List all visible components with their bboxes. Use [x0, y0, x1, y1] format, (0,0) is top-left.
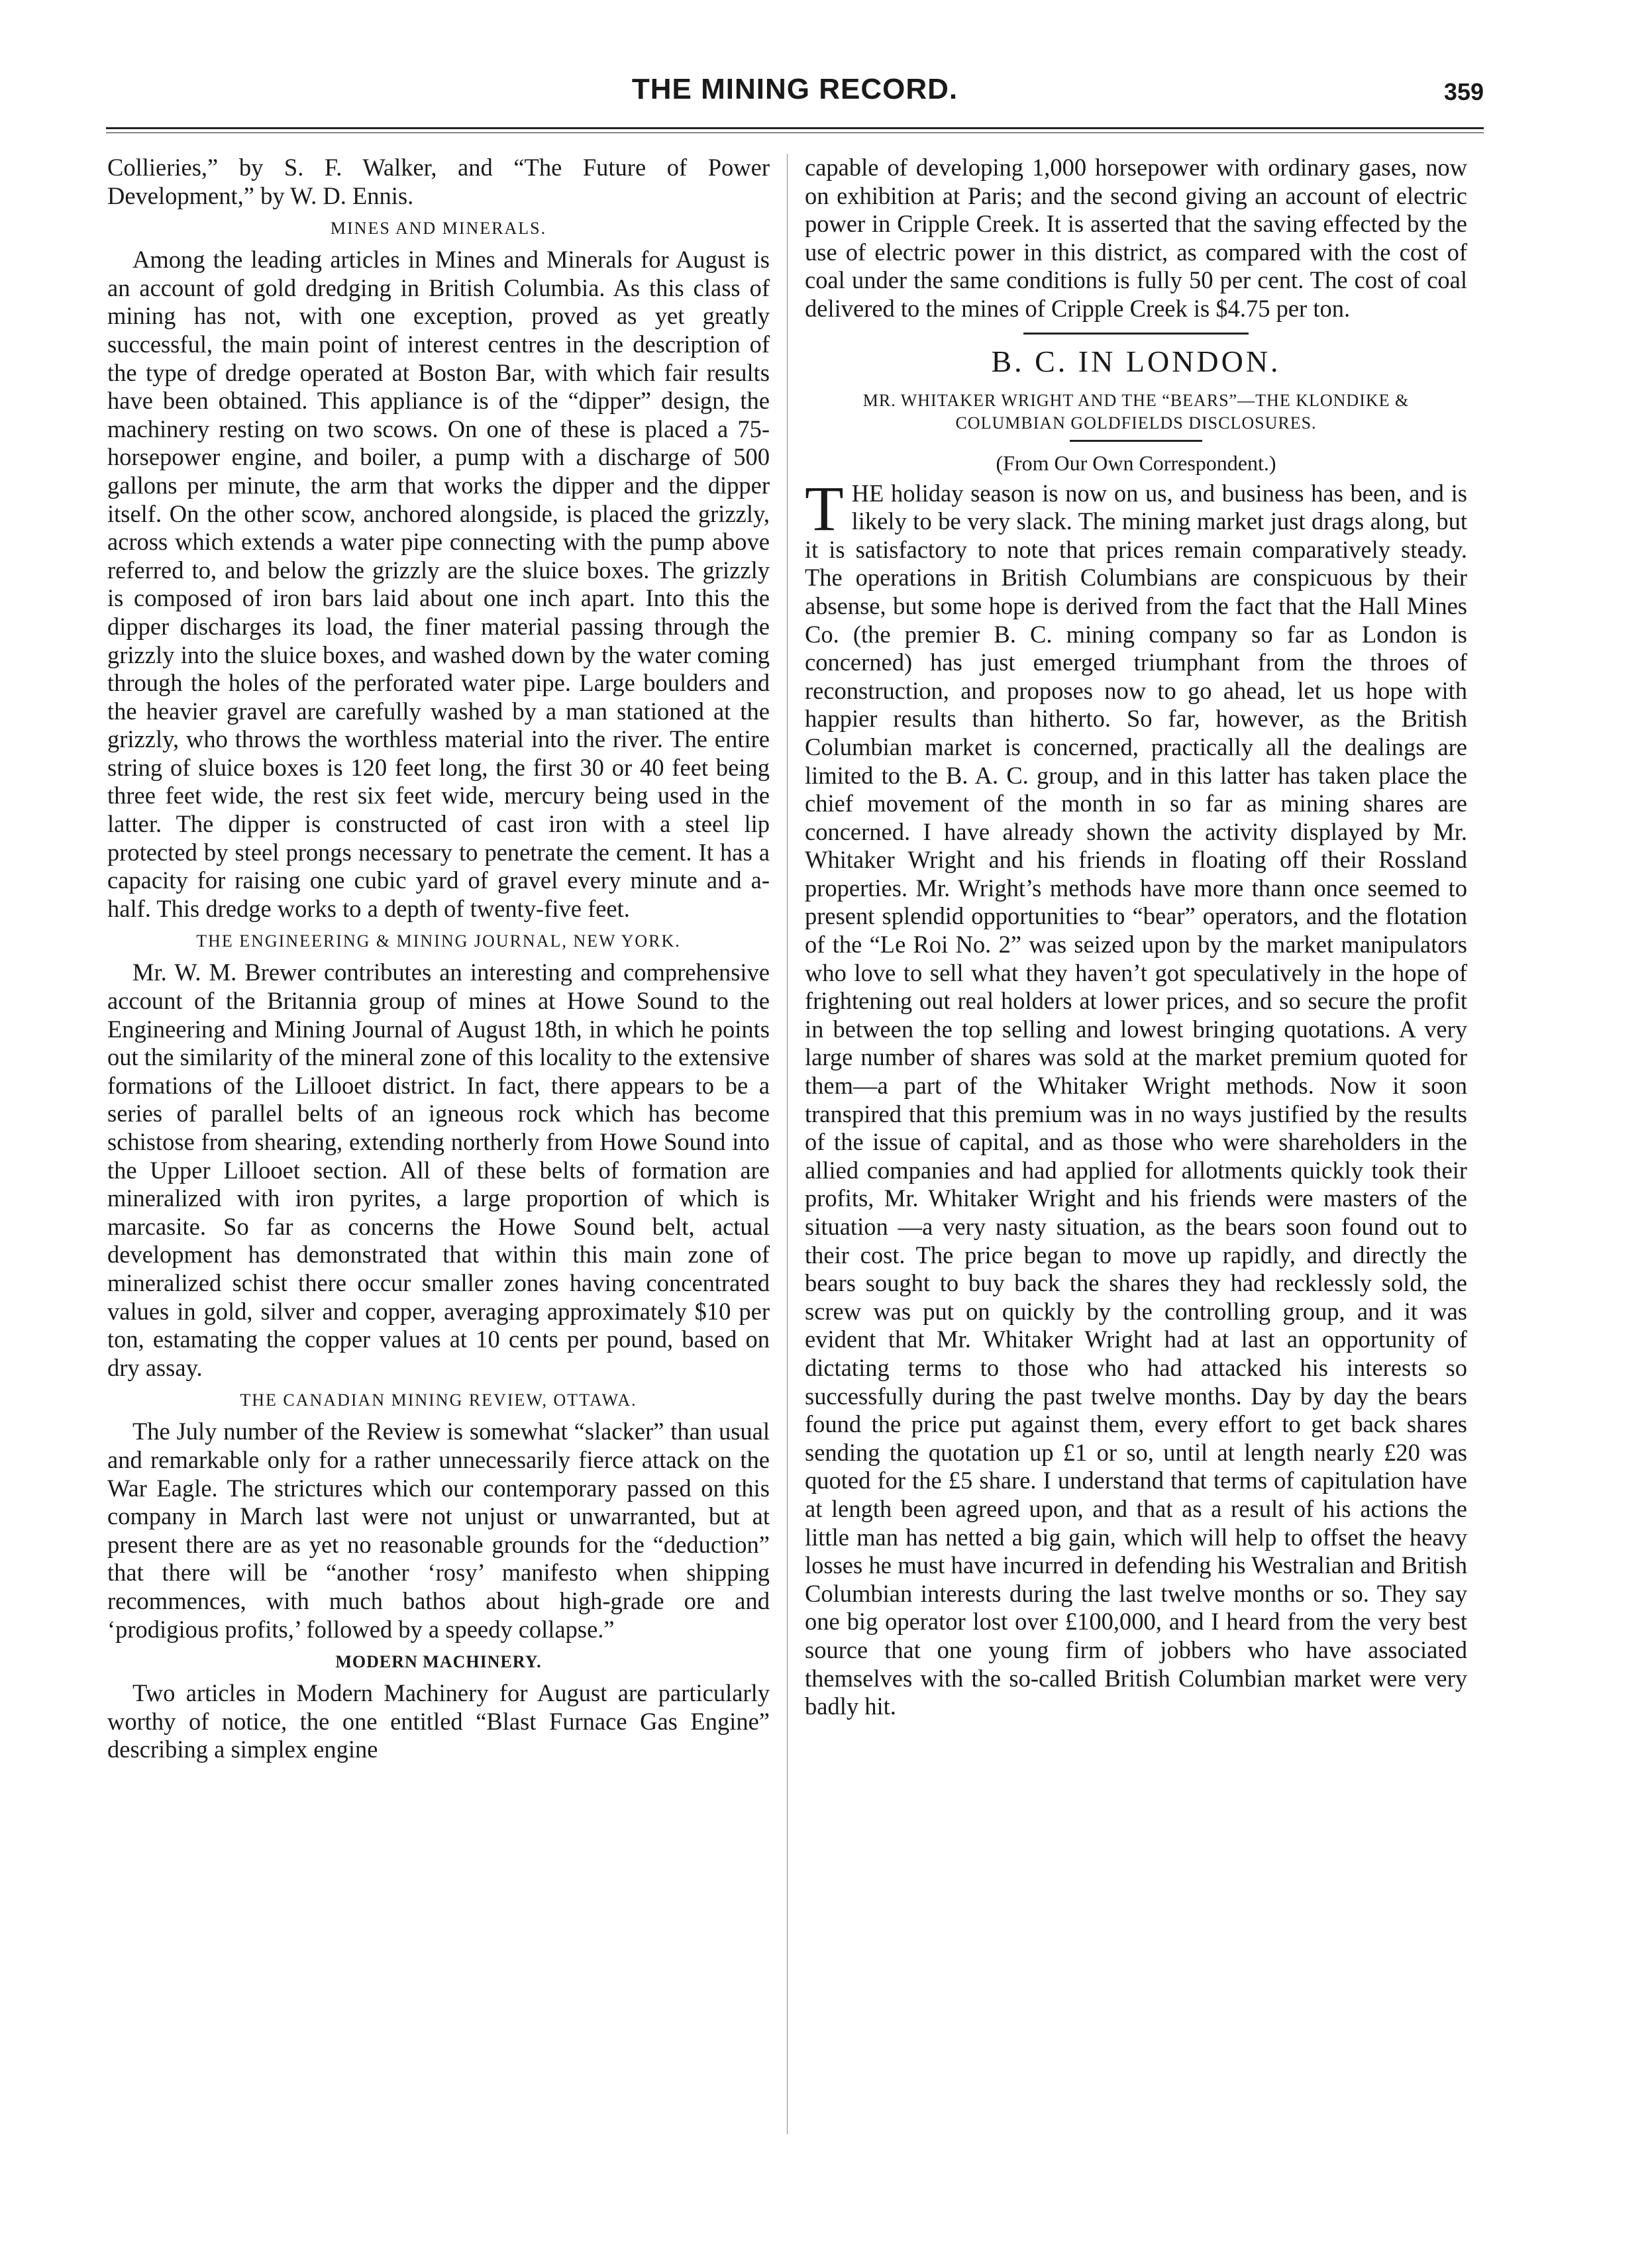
- right-column: [805, 154, 1467, 1721]
- masthead: [106, 66, 1484, 126]
- section-heading-canadian-mining-review: THE CANADIAN MINING REVIEW, OTTAWA.: [240, 1390, 637, 1410]
- section-heading-modern-machinery: MODERN MACHINERY.: [335, 1652, 542, 1672]
- article-divider-rule: [1023, 333, 1249, 335]
- paragraph-gold-dredging: Among the leading articles in Mines and Minerals for August is an account of gold dredging in British Columbia. As this class of mining has not, with one exception, proved as yet greatly successful, the main point of interest centres in the description of the type of dredge operated at Boston Bar, with which fair results have been obtained. This appliance is of the “dipper” design, the machinery resting on two scows. On one of these is placed a 75-horsepower engine, and boiler, a pump with a discharge of 500 gallons per minute, the arm that works the dipper and the dipper itself. On the other scow, anchored alongside, is placed the grizzly, across which extends a water pipe connecting with the pump above referred to, and below the grizzly are the sluice boxes. The grizzly is composed of iron bars laid about one inch apart. Into this the dipper discharges its load, the finer material passing through the grizzly into the sluice boxes, and washed down by the water coming through the holes of the perforated water pipe. Large boulders and the heavier gravel are carefully washed by a man stationed at the grizzly, who throws the worthless material into the river. The entire string of sluice boxes is 120 feet long, the first 30 or 40 feet being three feet wide, the rest six feet wide, mercury being used in the latter. The dipper is constructed of cast iron with a steel lip protected by steel prongs necessary to penetrate the cement. It has a capacity for raising one cubic yard of gravel every minute and a-half. This dredge works to a depth of twenty-five feet.: [107, 246, 770, 922]
- left-column: [107, 154, 770, 1764]
- paragraph-july-review: The July number of the Review is somewhat “slacker” than usual and remarkable only for a rather unnecessarily fierce attack on the War Eagle. The strictures which our contemporary passed on this company in March last were not unjust or unwarranted, but at present there are as yet no reasonable grounds for the “deduction” that there will be “another ‘rosy’ manifesto when shipping recommences, with much bathos about high-grade ore and ‘prodigious profits,’ followed by a speedy collapse.”: [107, 1418, 770, 1643]
- page-number: 359: [1443, 78, 1484, 105]
- paragraph-holiday-season-text: HE holiday season is now on us, and business has been, and is likely to be very slack. The mining market just drags along, but it is satisfactory to note that prices remain comparatively steady. The operations in British Columbians are conspicuous by their absense, but some hope is derived from the fact that the Hall Mines Co. (the premier B. C. mining company so far as London is concerned) has just emerged triumphant from the throes of reconstruction, and proposes now to go ahead, let us hope with happier results than hitherto. So far, however, as the British Columbian market is concerned, practically all the dealings are limited to the B. A. C. group, and in this latter has taken place the chief movement of the month in so far as mining shares are concerned. I have already shown the activity displayed by Mr. Whitaker Wright and his friends in floating off their Rossland properties. Mr. Wright’s methods have more thann once seemed to present splendid opportunities to “bear” operators, and the flotation of the “Le Roi No. 2” was seized upon by the market manipulators who love to sell what they haven’t got speculatively in the hope of frightening out real holders at lower prices, and so secure the profit in between the top selling and lowest bringing quotations. A very large number of shares was sold at the market premium quoted for them—a part of the Whitaker Wright methods. Now it soon transpired that this premium was in no ways justified by the results of the issue of capital, and as those who were shareholders in the allied companies and had applied for allotments quickly took their profits, Mr. Whitaker Wright and his friends were masters of the situation —a very nasty situation, as the bears soon found out to their cost. The price began to move up rapidly, and directly the bears sought to buy back the shares they had recklessly sold, the screw was put on quickly by the controlling group, and it was evident that Mr. Whitaker Wright had at last an opportunity of dictating terms to those who had attacked his interests so successfully during the past twelve months. Day by day the bears found the price put against them, every effort to get back shares sending the quotation up £1 or so, until at length nearly £20 was quoted for the £5 share. I understand that terms of capitulation have at length been agreed upon, and that as a result of his actions the little man has netted a big gain, which will help to offset the heavy losses he must have incurred in defending his Westralian and British Columbian interests during the last twelve months or so. They say one big operator lost over £100,000, and I heard from the very best source that one young firm of jobbers who have associated themselves with the so-called British Columbian market were very badly hit.: [805, 479, 1467, 1720]
- subtitle-rule: [1070, 440, 1202, 442]
- header-rule-thin: [106, 132, 1484, 133]
- header-rule: [106, 127, 1484, 129]
- section-heading-engineering-journal: THE ENGINEERING & MINING JOURNAL, NEW YORK.: [196, 931, 681, 951]
- drop-cap: T: [805, 472, 844, 544]
- article-subtitle: MR. WHITAKER WRIGHT AND THE “BEARS”—THE KLONDIKE & COLUMBIAN GOLDFIELDS DISCLOSURES.: [862, 390, 1410, 433]
- section-heading-mines-and-minerals: MINES AND MINERALS.: [330, 219, 547, 238]
- paragraph-britannia-mines: Mr. W. M. Brewer contributes an interesting and comprehensive account of the Britannia group of mines at Howe Sound to the Engineering and Mining Journal of August 18th, in which he points out the similarity of the mineral zone of this locality to the extensive formations of the Lillooet district. In fact, there appears to be a series of parallel belts of an igneous rock which has become schistose from shearing, extending northerly from Howe Sound into the Upper Lillooet section. All of these belts of formation are mineralized with iron pyrites, a large proportion of which is marcasite. So far as concerns the Howe Sound belt, actual development has demonstrated that within this main zone of mineralized schist there occur smaller zones having concentrated values in gold, silver and copper, averaging approximately $10 per ton, estamating the copper values at 10 cents per pound, based on dry assay.: [107, 959, 770, 1381]
- paragraph-modern-machinery: Two articles in Modern Machinery for August are particularly worthy of notice, the one entitled “Blast Furnace Gas Engine” describing a simplex engine: [107, 1679, 770, 1763]
- paragraph-collieries: Collieries,” by S. F. Walker, and “The Future of Power Development,” by W. D. Ennis.: [107, 154, 770, 209]
- paragraph-holiday-season: [805, 472, 1467, 1721]
- running-title: THE MINING RECORD.: [631, 73, 958, 105]
- column-divider: [787, 154, 788, 2134]
- byline: (From Our Own Correspondent.): [996, 450, 1276, 475]
- paragraph-cripple-creek: capable of developing 1,000 horsepower with ordinary gases, now on exhibition at Paris; and the second giving an account of electric power in Cripple Creek. It is asserted that the saving effected by the use of electric power in this district, as compared with the cost of coal under the same conditions is fully 50 per cent. The cost of coal delivered to the mines of Cripple Creek is $4.75 per ton.: [805, 154, 1467, 322]
- article-title: B. C. IN LONDON.: [991, 344, 1281, 378]
